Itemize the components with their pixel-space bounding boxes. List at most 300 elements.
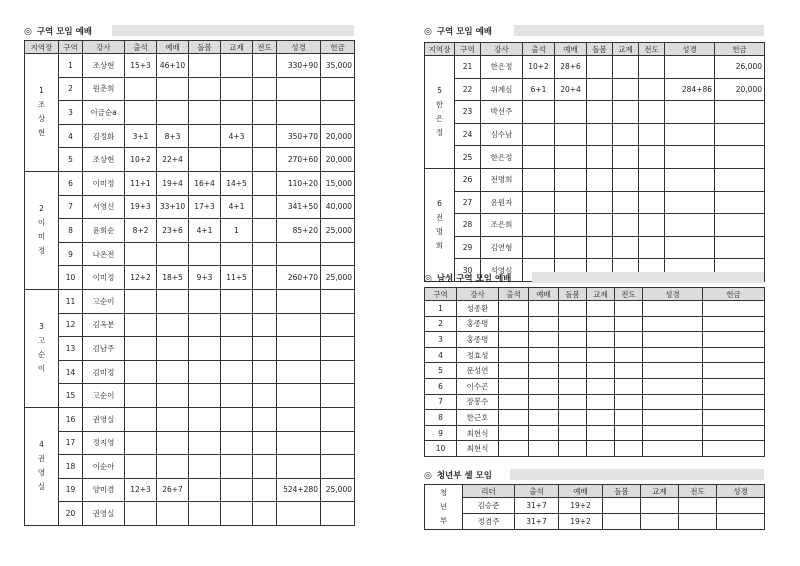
offering-value: 25,000 bbox=[321, 266, 355, 290]
youth-cell-table bbox=[424, 484, 765, 530]
header-cell: 교제 bbox=[613, 43, 639, 56]
table-row bbox=[25, 124, 355, 148]
header-cell: 출석 bbox=[515, 485, 559, 498]
worship-value bbox=[157, 289, 189, 313]
men-group-table bbox=[424, 287, 765, 457]
header-cell: 돌봄 bbox=[189, 41, 221, 54]
teacher-name: 박선주 bbox=[481, 101, 523, 124]
fellowship-value bbox=[613, 56, 639, 79]
offering-value bbox=[321, 289, 355, 313]
fellowship-value bbox=[613, 123, 639, 146]
teacher-name: 나온전 bbox=[83, 242, 125, 266]
men-title-text: 남성 구역 모임 예배 bbox=[436, 274, 512, 284]
group-number: 16 bbox=[59, 407, 83, 431]
fellowship-value bbox=[221, 54, 253, 78]
bible-value: 524+280 bbox=[277, 478, 321, 502]
header-cell: 예배 bbox=[529, 288, 559, 301]
offering-value bbox=[715, 168, 765, 191]
empty-cell bbox=[643, 410, 703, 426]
group-number: 8 bbox=[59, 219, 83, 243]
table-row bbox=[25, 242, 355, 266]
double-circle-icon: ◎ bbox=[424, 27, 432, 37]
table-row bbox=[425, 441, 765, 457]
worship-value bbox=[555, 123, 587, 146]
table-row bbox=[25, 77, 355, 101]
evangelism-value bbox=[639, 78, 665, 101]
evangelism-value bbox=[253, 242, 277, 266]
evangelism-value bbox=[639, 101, 665, 124]
fellowship-value bbox=[221, 478, 253, 502]
worship-value bbox=[157, 101, 189, 125]
leader-char: 이 bbox=[37, 364, 46, 374]
empty-cell bbox=[615, 394, 643, 410]
empty-cell bbox=[529, 394, 559, 410]
table-row bbox=[25, 101, 355, 125]
leader-char: 3 bbox=[39, 322, 44, 332]
attendance-value bbox=[125, 77, 157, 101]
header-cell: 강사 bbox=[457, 288, 499, 301]
evangelism-value bbox=[253, 337, 277, 361]
offering-value: 15,000 bbox=[321, 171, 355, 195]
teacher-name: 정지영 bbox=[83, 431, 125, 455]
bible-value bbox=[277, 455, 321, 479]
title-bar bbox=[510, 469, 764, 480]
leader-char: 5 bbox=[437, 85, 442, 95]
teacher-name: 이순아 bbox=[83, 455, 125, 479]
empty-cell bbox=[615, 347, 643, 363]
table-row bbox=[25, 266, 355, 290]
worship-value bbox=[157, 431, 189, 455]
teacher-name: 최현식 bbox=[457, 425, 499, 441]
group-number: 9 bbox=[425, 425, 457, 441]
attendance-value bbox=[125, 242, 157, 266]
teacher-name: 권영실 bbox=[83, 407, 125, 431]
care-value bbox=[587, 236, 613, 259]
teacher-name: 고순이 bbox=[83, 384, 125, 408]
empty-cell bbox=[679, 514, 717, 530]
leader-char: 영 bbox=[37, 468, 46, 478]
bible-value: 350+70 bbox=[277, 124, 321, 148]
group-number: 2 bbox=[59, 77, 83, 101]
attendance-value: 31+7 bbox=[515, 498, 559, 514]
table-row bbox=[425, 236, 765, 259]
leader-char: 이 bbox=[37, 218, 46, 228]
teacher-name: 김미정 bbox=[83, 360, 125, 384]
teacher-name: 조상현 bbox=[83, 148, 125, 172]
fellowship-value bbox=[221, 313, 253, 337]
table-row bbox=[425, 332, 765, 348]
worship-value bbox=[555, 236, 587, 259]
empty-cell bbox=[643, 441, 703, 457]
bible-value bbox=[665, 236, 715, 259]
group-number: 7 bbox=[425, 394, 457, 410]
empty-cell bbox=[615, 441, 643, 457]
empty-cell bbox=[559, 301, 587, 317]
worship-value: 18+5 bbox=[157, 266, 189, 290]
empty-cell bbox=[615, 410, 643, 426]
teacher-name: 장봉수 bbox=[457, 394, 499, 410]
empty-cell bbox=[499, 410, 529, 426]
right-title-text: 구역 모임 예배 bbox=[436, 27, 493, 37]
empty-cell bbox=[587, 425, 615, 441]
worship-value: 19+2 bbox=[559, 514, 603, 530]
empty-cell bbox=[643, 425, 703, 441]
double-circle-icon: ◎ bbox=[24, 27, 32, 37]
bible-value: 85+20 bbox=[277, 219, 321, 243]
teacher-name: 이금순a bbox=[83, 101, 125, 125]
leader-char: 순 bbox=[37, 350, 46, 360]
header-cell: 리더 bbox=[463, 485, 515, 498]
empty-cell bbox=[703, 441, 765, 457]
evangelism-value bbox=[253, 171, 277, 195]
side-char: 청 bbox=[439, 488, 448, 497]
evangelism-value bbox=[253, 148, 277, 172]
bible-value bbox=[277, 502, 321, 526]
empty-cell bbox=[559, 394, 587, 410]
empty-cell bbox=[529, 332, 559, 348]
empty-cell bbox=[703, 363, 765, 379]
table-row bbox=[25, 54, 355, 78]
teacher-name: 권영실 bbox=[83, 502, 125, 526]
care-value bbox=[189, 289, 221, 313]
evangelism-value bbox=[253, 455, 277, 479]
table-row bbox=[425, 101, 765, 124]
evangelism-value bbox=[253, 77, 277, 101]
teacher-name: 김정화 bbox=[83, 124, 125, 148]
worship-value: 23+6 bbox=[157, 219, 189, 243]
attendance-value bbox=[523, 214, 555, 237]
teacher-name: 양미겸 bbox=[83, 478, 125, 502]
teacher-name: 한은정 bbox=[481, 56, 523, 79]
care-value bbox=[587, 101, 613, 124]
fellowship-value bbox=[221, 360, 253, 384]
attendance-value: 8+2 bbox=[125, 219, 157, 243]
youth-section-title bbox=[424, 468, 764, 482]
teacher-name: 최현식 bbox=[457, 441, 499, 457]
teacher-name: 조상현 bbox=[83, 54, 125, 78]
worship-value bbox=[157, 384, 189, 408]
header-cell: 예배 bbox=[555, 43, 587, 56]
care-value bbox=[189, 360, 221, 384]
care-value bbox=[189, 101, 221, 125]
empty-cell bbox=[559, 347, 587, 363]
group-number: 9 bbox=[59, 242, 83, 266]
group-number: 22 bbox=[455, 78, 481, 101]
evangelism-value bbox=[253, 195, 277, 219]
empty-cell bbox=[641, 514, 679, 530]
offering-value bbox=[321, 101, 355, 125]
evangelism-value bbox=[253, 124, 277, 148]
group-number: 4 bbox=[425, 347, 457, 363]
fellowship-value bbox=[221, 384, 253, 408]
care-value bbox=[587, 168, 613, 191]
header-cell: 성경 bbox=[277, 41, 321, 54]
empty-cell bbox=[703, 347, 765, 363]
leader-char: 6 bbox=[437, 198, 442, 208]
bible-value: 330+90 bbox=[277, 54, 321, 78]
empty-cell bbox=[643, 363, 703, 379]
group-number: 12 bbox=[59, 313, 83, 337]
leader-char: 미 bbox=[37, 232, 46, 242]
group-number: 8 bbox=[425, 410, 457, 426]
offering-value bbox=[321, 431, 355, 455]
fellowship-value bbox=[613, 146, 639, 169]
offering-value bbox=[715, 236, 765, 259]
empty-cell bbox=[643, 347, 703, 363]
empty-cell bbox=[499, 425, 529, 441]
header-cell: 출석 bbox=[125, 41, 157, 54]
header-cell: 전도 bbox=[253, 41, 277, 54]
table-row bbox=[425, 347, 765, 363]
table-row bbox=[425, 191, 765, 214]
attendance-value bbox=[125, 431, 157, 455]
fellowship-value bbox=[613, 191, 639, 214]
table-row bbox=[425, 146, 765, 169]
leader-char: 전 bbox=[435, 212, 444, 222]
table-row bbox=[425, 514, 765, 530]
table-row bbox=[425, 378, 765, 394]
bible-value bbox=[277, 313, 321, 337]
group-number: 1 bbox=[425, 301, 457, 317]
header-cell: 예배 bbox=[559, 485, 603, 498]
fellowship-value bbox=[221, 337, 253, 361]
bible-value bbox=[277, 431, 321, 455]
teacher-name: 이수곤 bbox=[457, 378, 499, 394]
fellowship-value: 14+5 bbox=[221, 171, 253, 195]
offering-value: 20,000 bbox=[321, 148, 355, 172]
fellowship-value bbox=[221, 289, 253, 313]
empty-cell bbox=[559, 363, 587, 379]
table-row bbox=[25, 502, 355, 526]
table-row bbox=[25, 431, 355, 455]
table-row bbox=[425, 410, 765, 426]
teacher-name: 조은희 bbox=[481, 214, 523, 237]
group-number: 30 bbox=[455, 259, 481, 282]
care-value bbox=[189, 337, 221, 361]
evangelism-value bbox=[253, 360, 277, 384]
bible-value bbox=[277, 101, 321, 125]
left-header-row bbox=[25, 41, 355, 54]
offering-value bbox=[321, 502, 355, 526]
fellowship-value bbox=[221, 455, 253, 479]
empty-cell bbox=[529, 316, 559, 332]
attendance-value bbox=[125, 360, 157, 384]
leader-char: 고 bbox=[37, 336, 46, 346]
leader-char: 정 bbox=[37, 246, 46, 256]
empty-cell bbox=[643, 378, 703, 394]
attendance-value bbox=[125, 455, 157, 479]
fellowship-value bbox=[613, 101, 639, 124]
worship-value bbox=[157, 407, 189, 431]
attendance-value bbox=[523, 236, 555, 259]
offering-value: 35,000 bbox=[321, 54, 355, 78]
offering-value bbox=[321, 360, 355, 384]
care-value: 16+4 bbox=[189, 171, 221, 195]
leader-char: 현 bbox=[37, 128, 46, 138]
attendance-value bbox=[125, 407, 157, 431]
group-number: 28 bbox=[455, 214, 481, 237]
table-row bbox=[25, 337, 355, 361]
evangelism-value bbox=[253, 54, 277, 78]
offering-value bbox=[321, 242, 355, 266]
empty-cell bbox=[587, 410, 615, 426]
empty-cell bbox=[641, 498, 679, 514]
empty-cell bbox=[587, 316, 615, 332]
leader-char: 실 bbox=[37, 482, 46, 492]
attendance-value: 19+3 bbox=[125, 195, 157, 219]
care-value bbox=[587, 78, 613, 101]
worship-value: 22+4 bbox=[157, 148, 189, 172]
header-cell: 교제 bbox=[221, 41, 253, 54]
table-row bbox=[25, 360, 355, 384]
empty-cell bbox=[529, 410, 559, 426]
empty-cell bbox=[559, 378, 587, 394]
fellowship-value bbox=[613, 168, 639, 191]
empty-cell bbox=[587, 378, 615, 394]
care-value: 17+3 bbox=[189, 195, 221, 219]
leader-char: 명 bbox=[435, 226, 444, 236]
worship-value bbox=[157, 77, 189, 101]
bible-value bbox=[277, 289, 321, 313]
title-bar bbox=[514, 25, 764, 36]
empty-cell bbox=[529, 425, 559, 441]
empty-cell bbox=[703, 316, 765, 332]
right-header-row bbox=[425, 43, 765, 56]
group-number: 21 bbox=[455, 56, 481, 79]
empty-cell bbox=[603, 498, 641, 514]
teacher-name: 김옥분 bbox=[83, 313, 125, 337]
leader-char: 은 bbox=[435, 113, 444, 123]
empty-cell bbox=[529, 441, 559, 457]
fellowship-value: 1 bbox=[221, 219, 253, 243]
worship-value: 20+4 bbox=[555, 78, 587, 101]
empty-cell bbox=[499, 332, 529, 348]
evangelism-value bbox=[639, 168, 665, 191]
header-cell: 성경 bbox=[643, 288, 703, 301]
care-value bbox=[189, 431, 221, 455]
side-char: 부 bbox=[439, 516, 448, 525]
evangelism-value bbox=[253, 101, 277, 125]
right-district-table bbox=[424, 42, 765, 282]
bible-value bbox=[665, 146, 715, 169]
bible-value bbox=[277, 360, 321, 384]
empty-cell bbox=[615, 301, 643, 317]
header-cell: 지역장 bbox=[25, 41, 59, 54]
teacher-name: 정효성 bbox=[457, 347, 499, 363]
empty-cell bbox=[717, 514, 765, 530]
empty-cell bbox=[499, 347, 529, 363]
offering-value bbox=[715, 123, 765, 146]
offering-value: 25,000 bbox=[321, 478, 355, 502]
attendance-value bbox=[125, 337, 157, 361]
offering-value bbox=[321, 313, 355, 337]
table-row bbox=[425, 78, 765, 101]
offering-value: 25,000 bbox=[321, 219, 355, 243]
bible-value: 284+86 bbox=[665, 78, 715, 101]
table-row bbox=[25, 195, 355, 219]
worship-value bbox=[157, 337, 189, 361]
side-char: 년 bbox=[439, 502, 448, 511]
care-value bbox=[189, 54, 221, 78]
youth-header-row bbox=[425, 485, 765, 498]
leader-char: 4 bbox=[39, 440, 44, 450]
header-cell: 강사 bbox=[481, 43, 523, 56]
empty-cell bbox=[529, 301, 559, 317]
care-value bbox=[587, 191, 613, 214]
empty-cell bbox=[499, 441, 529, 457]
evangelism-value bbox=[253, 313, 277, 337]
teacher-name: 김남주 bbox=[83, 337, 125, 361]
group-number: 18 bbox=[59, 455, 83, 479]
table-row bbox=[25, 289, 355, 313]
table-row bbox=[25, 171, 355, 195]
group-number: 2 bbox=[425, 316, 457, 332]
district-leader-cell bbox=[25, 54, 59, 172]
right-section-title bbox=[424, 24, 764, 38]
teacher-name: 문성연 bbox=[457, 363, 499, 379]
worship-value: 33+10 bbox=[157, 195, 189, 219]
empty-cell bbox=[529, 347, 559, 363]
header-cell: 예배 bbox=[157, 41, 189, 54]
bible-value: 110+20 bbox=[277, 171, 321, 195]
care-value bbox=[189, 407, 221, 431]
teacher-name: 홍종명 bbox=[457, 332, 499, 348]
header-cell: 돌봄 bbox=[603, 485, 641, 498]
offering-value bbox=[715, 146, 765, 169]
worship-value bbox=[555, 168, 587, 191]
attendance-value: 10+2 bbox=[523, 56, 555, 79]
header-cell: 성경 bbox=[665, 43, 715, 56]
empty-cell bbox=[587, 301, 615, 317]
table-row bbox=[425, 394, 765, 410]
evangelism-value bbox=[639, 123, 665, 146]
group-number: 11 bbox=[59, 289, 83, 313]
bible-value bbox=[665, 191, 715, 214]
fellowship-value bbox=[221, 148, 253, 172]
bible-value bbox=[277, 407, 321, 431]
header-cell: 구역 bbox=[455, 43, 481, 56]
bible-value bbox=[665, 101, 715, 124]
title-bar bbox=[532, 272, 764, 283]
header-cell: 전도 bbox=[679, 485, 717, 498]
group-number: 7 bbox=[59, 195, 83, 219]
evangelism-value bbox=[253, 384, 277, 408]
care-value: 9+3 bbox=[189, 266, 221, 290]
bible-value bbox=[665, 168, 715, 191]
care-value bbox=[189, 148, 221, 172]
offering-value bbox=[321, 337, 355, 361]
worship-value: 8+3 bbox=[157, 124, 189, 148]
table-row bbox=[25, 455, 355, 479]
bible-value: 260+70 bbox=[277, 266, 321, 290]
bible-value: 270+60 bbox=[277, 148, 321, 172]
evangelism-value bbox=[639, 56, 665, 79]
leader-name: 김승준 bbox=[463, 498, 515, 514]
empty-cell bbox=[717, 498, 765, 514]
fellowship-value bbox=[613, 236, 639, 259]
empty-cell bbox=[615, 363, 643, 379]
bible-value bbox=[277, 384, 321, 408]
header-cell: 돌봄 bbox=[559, 288, 587, 301]
teacher-name: 홍종명 bbox=[457, 316, 499, 332]
header-cell: 성경 bbox=[717, 485, 765, 498]
offering-value bbox=[321, 77, 355, 101]
evangelism-value bbox=[253, 289, 277, 313]
title-bar bbox=[112, 25, 354, 36]
worship-value bbox=[157, 455, 189, 479]
evangelism-value bbox=[253, 407, 277, 431]
group-number: 5 bbox=[425, 363, 457, 379]
